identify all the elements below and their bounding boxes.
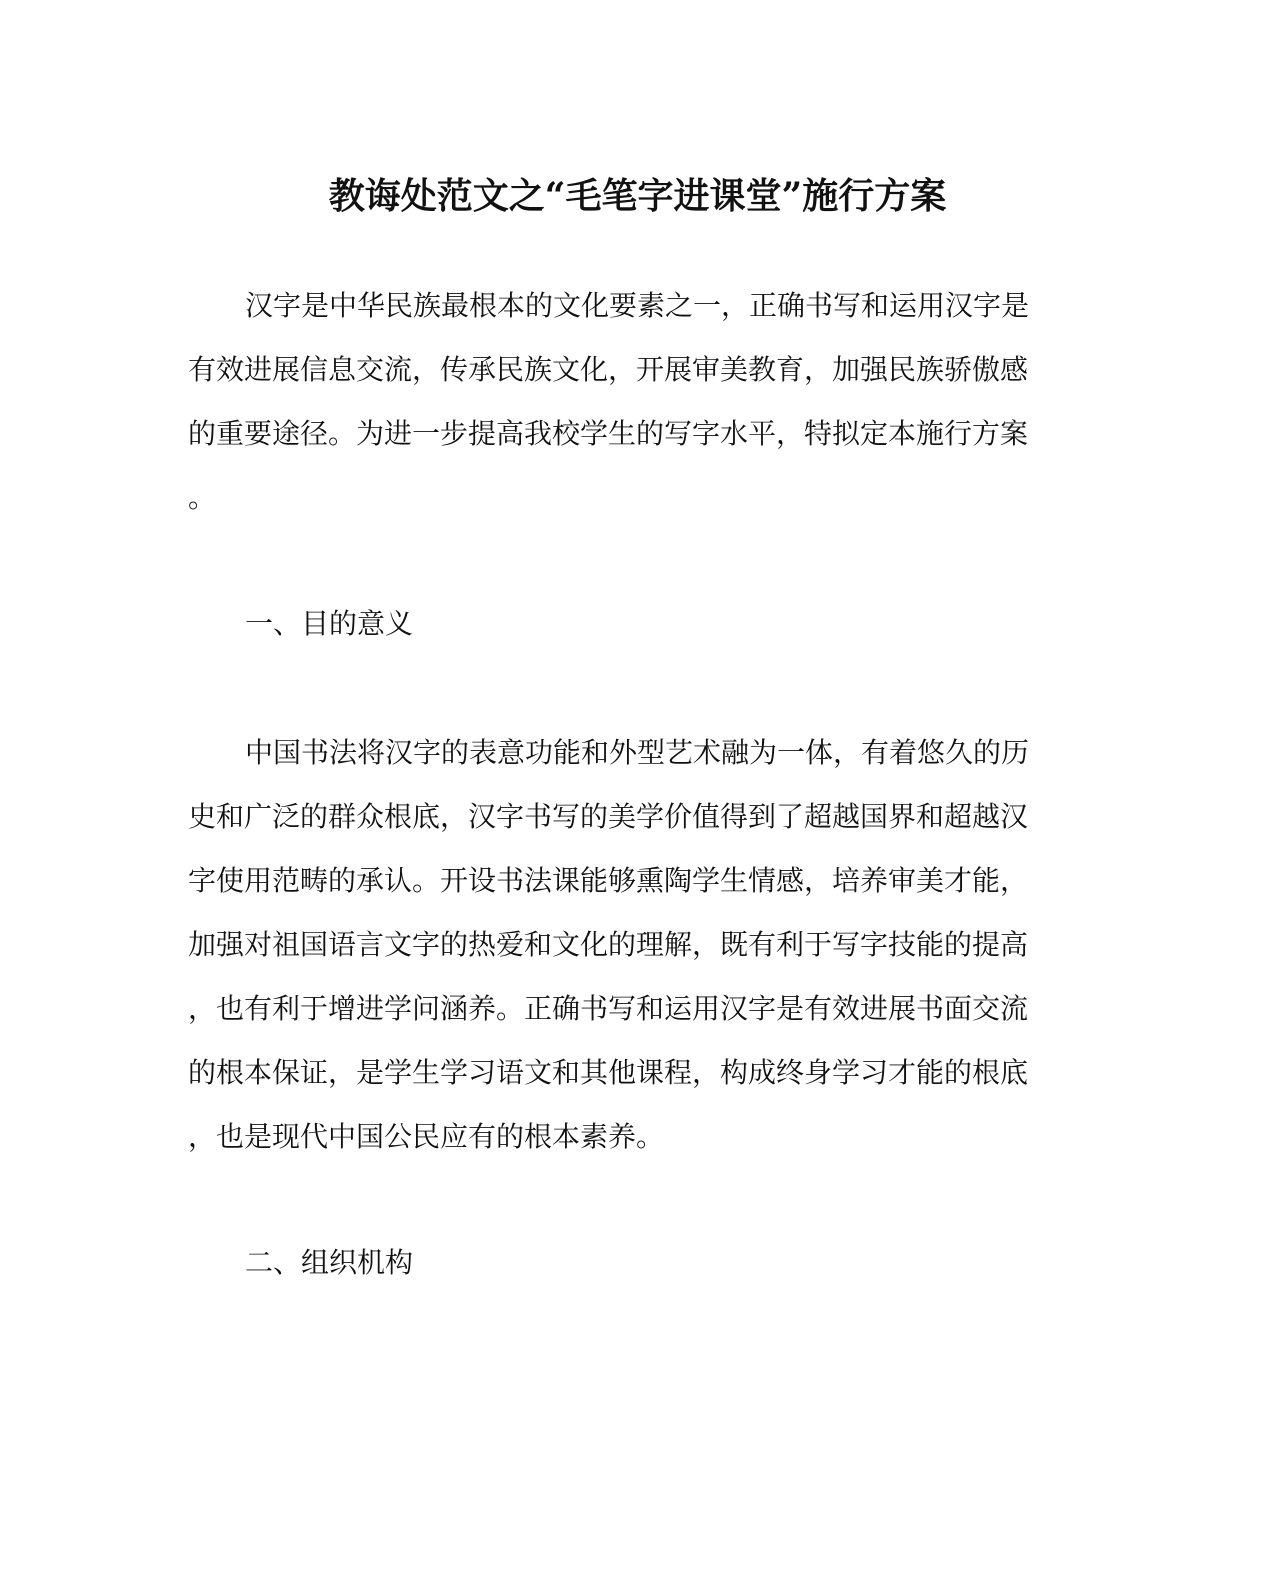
paragraph-2-line: 加强对祖国语言文字的热爱和文化的理解，既有利于写字技能的提高 [188, 928, 1029, 961]
section-heading-purpose: 一、目的意义 [245, 607, 414, 640]
paragraph-1-line: 。 [188, 481, 217, 514]
paragraph-1-line: 的重要途径。为进一步提高我校学生的写字水平，特拟定本施行方案 [188, 417, 1029, 450]
paragraph-2-line: ，也有利于增进学问涵养。正确书写和运用汉字是有效进展书面交流 [188, 992, 1029, 1025]
paragraph-2-line: ，也是现代中国公民应有的根本素养。 [188, 1120, 665, 1153]
section-heading-organization: 二、组织机构 [245, 1246, 414, 1279]
paragraph-1-line: 汉字是中华民族最根本的文化要素之一，正确书写和运用汉字是 [245, 289, 1030, 322]
paragraph-2-line: 中国书法将汉字的表意功能和外型艺术融为一体，有着悠久的历 [245, 736, 1030, 769]
paragraph-2-line: 字使用范畴的承认。开设书法课能够熏陶学生情感，培养审美才能， [188, 864, 1029, 897]
document-title: 教诲处范文之“毛笔字进课堂”施行方案 [328, 175, 947, 217]
paragraph-1-line: 有效进展信息交流，传承民族文化，开展审美教育，加强民族骄傲感 [188, 353, 1029, 386]
paragraph-2-line: 史和广泛的群众根底，汉字书写的美学价值得到了超越国界和超越汉 [188, 800, 1029, 833]
paragraph-2-line: 的根本保证，是学生学习语文和其他课程，构成终身学习才能的根底 [188, 1056, 1029, 1089]
